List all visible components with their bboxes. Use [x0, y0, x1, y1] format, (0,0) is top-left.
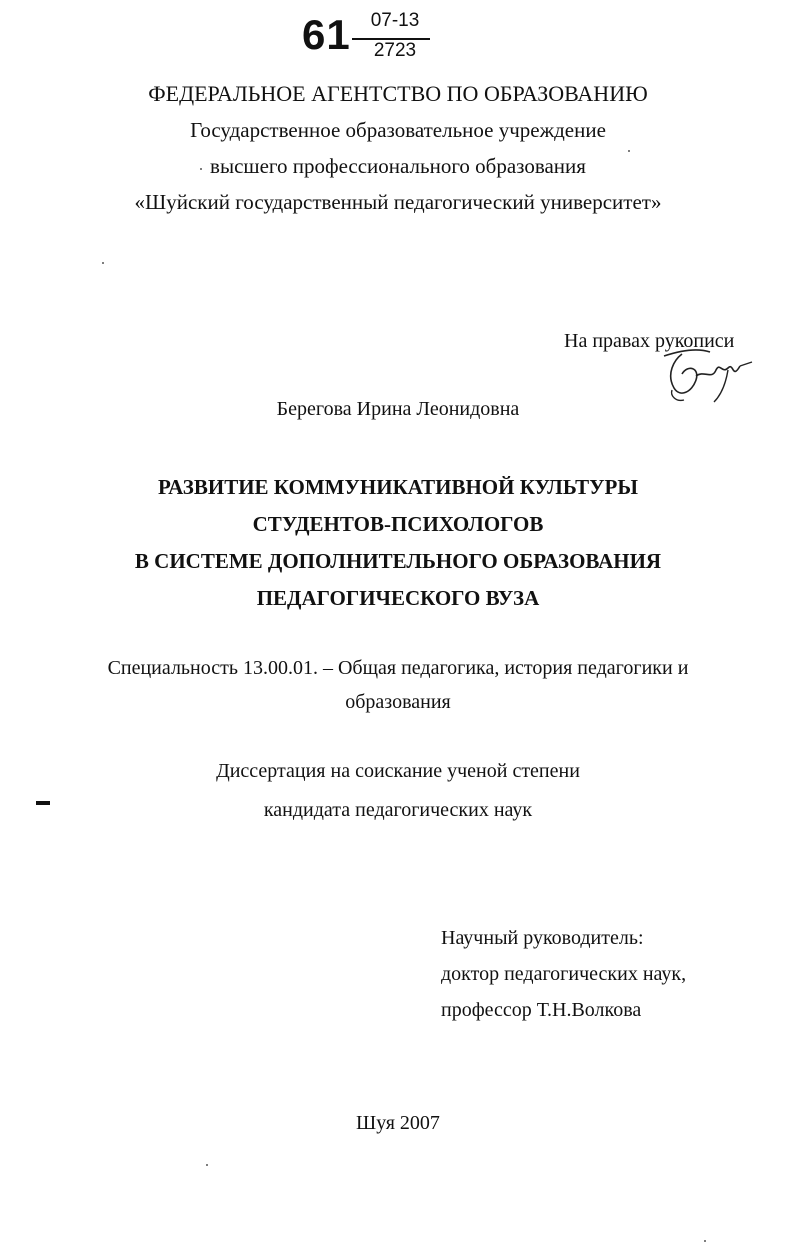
supervisor-label: Научный руководитель:	[441, 927, 644, 949]
agency-name: ФЕДЕРАЛЬНОЕ АГЕНТСТВО ПО ОБРАЗОВАНИЮ	[148, 81, 648, 106]
specialty-line-2: образования	[345, 691, 451, 713]
stamp-top-code: 07-13	[370, 10, 420, 31]
scan-speck	[206, 1164, 208, 1166]
specialty-line-1: Специальность 13.00.01. – Общая педагогика, история педагогики и	[107, 657, 689, 679]
supervisor-name: профессор Т.Н.Волкова	[441, 999, 642, 1021]
title-line-2: СТУДЕНТОВ-ПСИХОЛОГОВ	[252, 512, 544, 536]
scan-mark	[36, 801, 50, 805]
university-name: «Шуйский государственный педагогический университет»	[134, 190, 662, 214]
supervisor-degree: доктор педагогических наук,	[441, 963, 687, 985]
title-line-1: РАЗВИТИЕ КОММУНИКАТИВНОЙ КУЛЬТУРЫ	[158, 475, 638, 499]
place-year: Шуя 2007	[356, 1112, 440, 1134]
manuscript-note: На правах рукописи	[564, 330, 735, 352]
institution-line-1: Государственное образовательное учреждение	[190, 118, 606, 142]
scan-speck	[200, 168, 202, 170]
dissertation-line-1: Диссертация на соискание ученой степени	[216, 760, 580, 782]
scan-speck	[704, 1240, 706, 1242]
dissertation-line-2: кандидата педагогических наук	[263, 799, 533, 821]
scan-speck	[628, 150, 630, 152]
stamp-bottom-code: 2723	[373, 40, 417, 61]
title-line-4: ПЕДАГОГИЧЕСКОГО ВУЗА	[256, 586, 540, 610]
stamp-number: 61	[302, 11, 351, 58]
scan-speck	[102, 262, 104, 264]
institution-line-2: высшего профессионального образования	[210, 154, 586, 178]
title-line-3: В СИСТЕМЕ ДОПОЛНИТЕЛЬНОГО ОБРАЗОВАНИЯ	[134, 549, 662, 573]
author-name: Берегова Ирина Леонидовна	[276, 398, 520, 420]
